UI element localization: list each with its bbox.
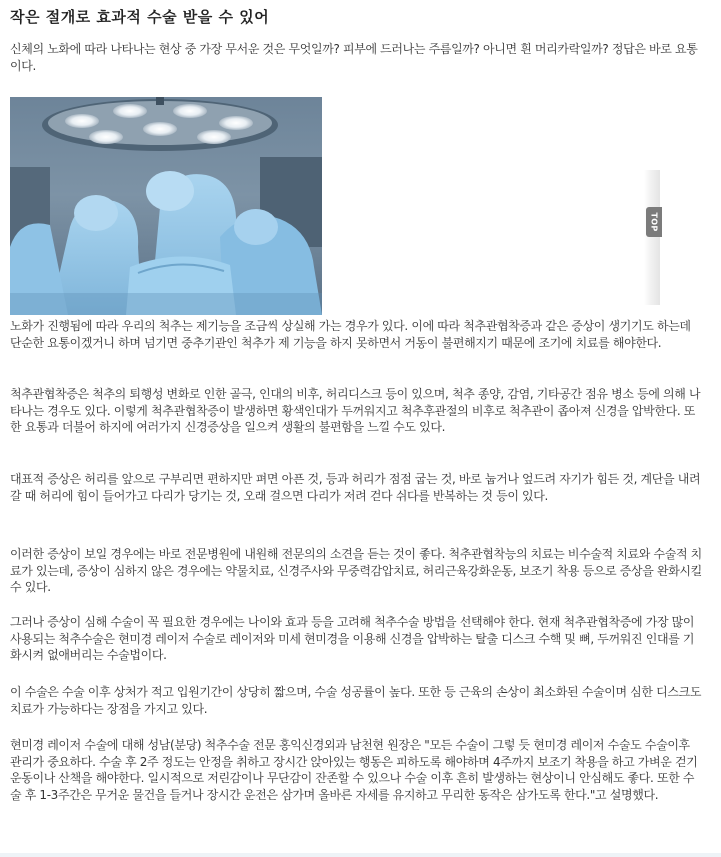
article-paragraph: 노화가 진행됨에 따라 우리의 척추는 제기능을 조금씩 상실해 가는 경우가 있다. 이에 따라 척추관협착증과 같은 증상이 생기기도 하는데 단순한 요통이겠거니 하며 넘기면 중추기관인 척추가 제 기능을 하지 못하면서 거동이 불편해지기 때문에 조기에 치료를 해야한다. — [10, 319, 691, 350]
article-paragraph: 그러나 증상이 심해 수술이 꼭 필요한 경우에는 나이와 효과 등을 고려해 척추수술 방법을 선택해야 한다. 현재 척추관협착증에 가장 많이 사용되는 척추수술은 현미경 레이저 수술로 레이저와 미세 현미경을 이용해 신경을 압박하는 탈출 디스크 수핵 및 뼈, 두꺼워진 인대를 기화시켜 없애버리는 수술법이다. — [10, 615, 695, 663]
article-paragraph: 척추관협착증은 척추의 퇴행성 변화로 인한 골극, 인대의 비후, 허리디스크 등이 있으며, 척추 종양, 감염, 기타공간 점유 병소 등에 의해 나타나는 경우도 있다. 이렇게 척추관협착증이 발생하면 황색인대가 두꺼워지고 척추후관절의 비후로 척추관이 좁아져 신경을 압박한다. 또한 요통과 더불어 하지에 여러가지 신경증상을 일으켜 생활의 불편함을 느낄 수도 있다. — [10, 387, 701, 435]
surgery-photo — [10, 97, 322, 315]
scroll-to-top-button[interactable] — [646, 207, 662, 237]
scroll-to-top-label: TOP — [649, 212, 659, 232]
article-paragraph: 대표적 증상은 허리를 앞으로 구부리면 편하지만 펴면 아픈 것, 등과 허리가 점점 굽는 것, 바로 눕거나 엎드려 자기가 힘든 것, 계단을 내려갈 때 허리에 힘이 들어가고 다리가 당기는 것, 오래 걸으면 다리가 저려 걷다 쉬다를 반복하는 것 등이 있다. — [10, 472, 701, 503]
article-title: 작은 절개로 효과적 수술 받을 수 있어 — [10, 8, 270, 26]
article-intro: 신체의 노화에 따라 나타나는 현상 중 가장 무서운 것은 무엇일까? 피부에 드러나는 주름일까? 아니면 흰 머리카락일까? 정답은 바로 요통이다. — [10, 42, 698, 73]
article-paragraph: 이러한 증상이 보일 경우에는 바로 전문병원에 내원해 전문의의 소견을 듣는 것이 좋다. 척추관협착능의 치료는 비수술적 치료와 수술적 치료가 있는데, 증상이 심하지 않은 경우에는 약물치료, 신경주사와 무중력감압치료, 허리근육강화운동, 보조기 착용 등으로 증상을 완화시킬 수 있다. — [10, 547, 702, 595]
article-paragraph: 이 수술은 수술 이후 상처가 적고 입원기간이 상당히 짧으며, 수술 성공률이 높다. 또한 등 근육의 손상이 최소화된 수술이며 심한 디스크도 치료가 가능하다는 장점을 가지고 있다. — [10, 685, 702, 716]
article-paragraph: 현미경 레이저 수술에 대해 성남(분당) 척추수술 전문 홍익신경외과 남천현 원장은 "모든 수술이 그렇 듯 현미경 레이저 수술도 수술이후 관리가 중요하다. 수술 후 2주 정도는 안정을 취하고 장시간 앉아있는 행동은 피하도록 해야하며 4주까지 보조기 착용을 하고 가벼운 걷기운동이나 산책을 해야한다. 일시적으로 저린감이나 무단감이 잔존할 수 있으나 수술 이후 흔히 발생하는 현상이니 안심해도 좋다. 또한 수술 후 1-3주간은 무거운 물건을 들거나 장시간 운전은 삼가며 올바른 자세를 유지하고 무리한 동작은 삼가도록 한다."고 설명했다. — [10, 738, 698, 803]
floating-side-bar — [644, 170, 660, 305]
bottom-divider — [0, 853, 721, 857]
